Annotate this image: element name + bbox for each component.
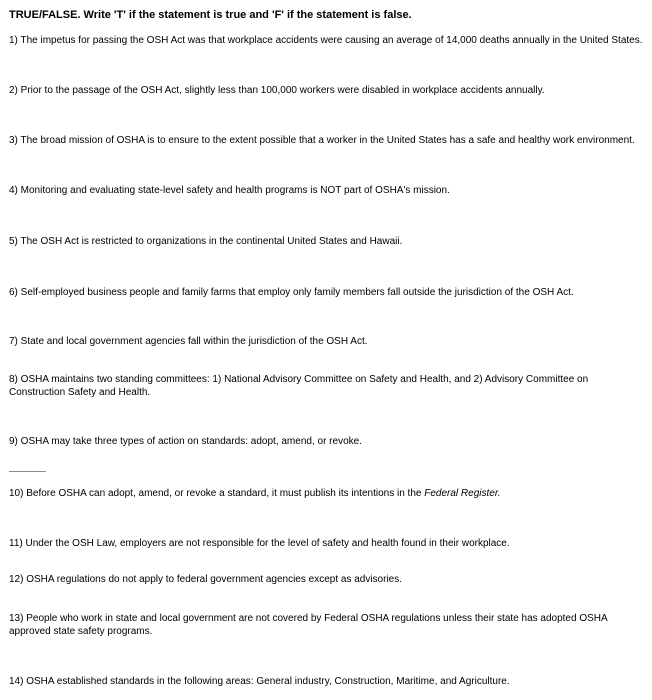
- question-14: 14) OSHA established standards in the following areas: General industry, Construction, Maritime, and Agriculture.: [9, 676, 510, 687]
- question-10-text: 10) Before OSHA can adopt, amend, or revoke a standard, it must publish its intentions in the: [9, 488, 425, 499]
- instructions-heading: TRUE/FALSE. Write 'T' if the statement is true and 'F' if the statement is false.: [9, 9, 412, 21]
- answer-blank-line: [9, 471, 46, 472]
- question-2: 2) Prior to the passage of the OSH Act, slightly less than 100,000 workers were disabled in workplace accidents annually.: [9, 85, 545, 96]
- question-11: 11) Under the OSH Law, employers are not responsible for the level of safety and health found in their workplace.: [9, 538, 510, 549]
- question-13: 13) People who work in state and local government are not covered by Federal OSHA regulations unless their state has adopted OSHA approved state safety programs.: [9, 613, 608, 637]
- question-7: 7) State and local government agencies fall within the jurisdiction of the OSH Act.: [9, 336, 368, 347]
- question-1: 1) The impetus for passing the OSH Act was that workplace accidents were causing an average of 14,000 deaths annually in the United States.: [9, 35, 643, 46]
- question-9: 9) OSHA may take three types of action on standards: adopt, amend, or revoke.: [9, 436, 362, 447]
- question-4: 4) Monitoring and evaluating state-level safety and health programs is NOT part of OSHA's mission.: [9, 185, 450, 196]
- question-3: 3) The broad mission of OSHA is to ensure to the extent possible that a worker in the United States has a safe and healthy work environment.: [9, 135, 635, 146]
- question-12: 12) OSHA regulations do not apply to federal government agencies except as advisories.: [9, 574, 403, 585]
- question-5: 5) The OSH Act is restricted to organizations in the continental United States and Hawaii.: [9, 236, 403, 247]
- federal-register-title: Federal Register.: [424, 488, 501, 499]
- question-10: [9, 488, 645, 501]
- question-8: 8) OSHA maintains two standing committees: 1) National Advisory Committee on Safety and Health, and 2) Advisory Committee on Construction Safety and Health.: [9, 374, 589, 398]
- question-6: 6) Self-employed business people and family farms that employ only family members fall outside the jurisdiction of the OSH Act.: [9, 287, 574, 298]
